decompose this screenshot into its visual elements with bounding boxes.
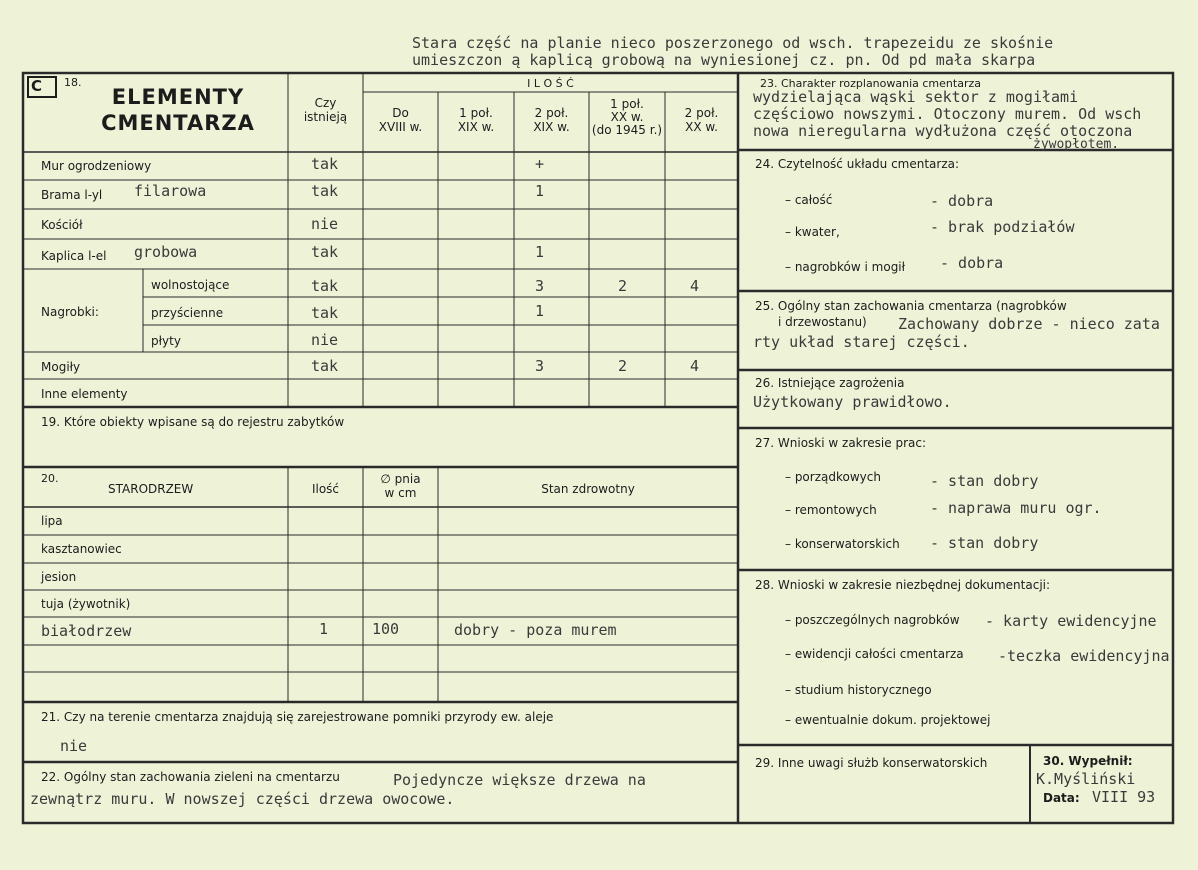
section23-line4: żywopłotem. <box>1033 137 1120 152</box>
tree-extra-name: białodrzew <box>41 622 132 640</box>
row-mur-exists: tak <box>311 155 339 173</box>
section18-title-line1: ELEMENTY <box>111 85 245 109</box>
tree-row: kasztanowiec <box>41 542 122 556</box>
section29-label: 29. Inne uwagi służb konserwatorskich <box>755 756 988 770</box>
section20-number: 20. <box>41 472 59 485</box>
section18-title <box>78 84 278 136</box>
col-health-header: Stan zdrowotny <box>541 482 635 496</box>
tree-row: tuja (żywotnik) <box>41 597 131 611</box>
row-wolno-xx2: 4 <box>690 277 700 295</box>
section28-label: 28. Wnioski w zakresie niezbędnej dokumentacji: <box>755 578 1051 592</box>
section27-item-label: – remontowych <box>785 503 877 517</box>
col-count-header: Ilość <box>311 482 340 496</box>
row-kosciol-label: Kościół <box>41 218 83 232</box>
section22-value-line2: zewnątrz muru. W nowszej części drzewa owocowe. <box>30 790 455 808</box>
row-mogily-xix2: 3 <box>535 357 545 375</box>
nagrobki-label: Nagrobki: <box>41 305 99 319</box>
section30-name: K.Myśliński <box>1036 770 1136 788</box>
col-ilosc-header: I L O Ś Ć <box>527 77 574 90</box>
row-mogily-xx2: 4 <box>690 357 700 375</box>
section28-item-label: – ewidencji całości cmentarza <box>785 647 964 661</box>
row-wolno-exists: tak <box>311 277 339 295</box>
row-plyty-exists: nie <box>311 331 339 349</box>
section24-item-value: - brak podziałów <box>930 218 1075 236</box>
section28-item-value: -teczka ewidencyjna <box>998 647 1170 665</box>
col-diam-header: ∅ pnia w cm <box>380 472 421 500</box>
row-mogily-xx1: 2 <box>618 357 628 375</box>
section28-item-label: – studium historycznego <box>785 683 932 697</box>
section24-label: 24. Czytelność układu cmentarza: <box>755 157 960 171</box>
row-wolno-xix2: 3 <box>535 277 545 295</box>
section25-value-line1: Zachowany dobrze - nieco zata <box>898 315 1160 333</box>
col-exists-header: Czy istnieją <box>303 96 348 124</box>
section24-item-value: - dobra <box>930 192 994 210</box>
section20-title: STARODRZEW <box>108 482 194 496</box>
section28-item-value: - karty ewidencyjne <box>985 612 1157 630</box>
row-mogily-exists: tak <box>311 357 339 375</box>
section21-label: 21. Czy na terenie cmentarza znajdują się zarejestrowane pomniki przyrody ew. aleje <box>41 710 554 724</box>
col-xix2-header: 2 poł. XIX w. <box>533 106 570 134</box>
section25-value-line2: rty układ starej części. <box>753 333 970 351</box>
section28-item-label: – poszczególnych nagrobków <box>785 613 960 627</box>
tree-extra-diam: 100 <box>372 620 400 638</box>
section18-title-line2: CMENTARZA <box>101 111 255 135</box>
row-kaplica-type: grobowa <box>134 243 198 261</box>
section22-label: 22. Ogólny stan zachowania zieleni na cmentarzu <box>41 770 340 784</box>
row-kosciol-exists: nie <box>311 215 339 233</box>
col-xviii-header: Do XVIII w. <box>378 106 423 134</box>
section27-item-label: – konserwatorskich <box>785 537 900 551</box>
section27-label: 27. Wnioski w zakresie prac: <box>755 436 927 450</box>
section21-value: nie <box>60 737 88 755</box>
row-przysc-exists: tak <box>311 304 339 322</box>
section26-label: 26. Istniejące zagrożenia <box>755 376 905 390</box>
row-kaplica-xix2: 1 <box>535 243 545 261</box>
section23-line1: wydzielająca wąski sektor z mogiłami <box>753 88 1079 106</box>
top-note-line2: umieszczon ą kaplicą grobową na wyniesionej cz. pn. Od pd mała skarpa <box>412 51 1036 69</box>
section28-item-label: – ewentualnie dokum. projektowej <box>785 713 991 727</box>
tree-extra-health: dobry - poza murem <box>454 621 617 639</box>
section26-value: Użytkowany prawidłowo. <box>753 393 952 411</box>
row-przysc-xix2: 1 <box>535 302 545 320</box>
row-brama-type: filarowa <box>134 182 207 200</box>
section19-label: 19. Które obiekty wpisane są do rejestru zabytków <box>41 415 345 429</box>
row-kaplica-label: Kaplica l-el <box>41 249 107 263</box>
section24-item-value: - dobra <box>940 254 1004 272</box>
row-plyty-label: płyty <box>151 334 181 348</box>
tree-row: lipa <box>41 514 63 528</box>
row-mur-label: Mur ogrodzeniowy <box>41 159 152 173</box>
section24-item-label: – nagrobków i mogił <box>785 260 906 274</box>
section27-item-label: – porządkowych <box>785 470 881 484</box>
row-brama-label: Brama l-yl <box>41 188 103 202</box>
row-wolno-xx1: 2 <box>618 277 628 295</box>
section27-item-value: - stan dobry <box>930 534 1039 552</box>
row-brama-exists: tak <box>311 182 339 200</box>
row-brama-xix2: 1 <box>535 182 545 200</box>
section25-label-line2: i drzewostanu) <box>778 315 867 329</box>
tree-row: jesion <box>41 570 77 584</box>
section23-line3: nowa nieregularna wydłużona część otoczona <box>753 122 1133 140</box>
tree-extra-count: 1 <box>319 620 329 638</box>
row-wolno-label: wolnostojące <box>151 278 230 292</box>
section24-item-label: – całość <box>785 193 833 207</box>
row-inne-label: Inne elementy <box>41 387 128 401</box>
section24-item-label: – kwater, <box>785 225 840 239</box>
section27-item-value: - naprawa muru ogr. <box>930 499 1102 517</box>
col-xx2-header: 2 poł. XX w. <box>684 106 719 134</box>
section23-label: 23. Charakter rozplanowania cmentarza <box>760 77 981 90</box>
top-note-line1: Stara część na planie nieco poszerzonego od wsch. trapezeidu ze skośnie <box>412 34 1054 52</box>
section30-date-value: VIII 93 <box>1092 788 1156 806</box>
col-xx1-header: 1 poł. XX w. (do 1945 r.) <box>591 97 663 137</box>
row-przysc-label: przyścienne <box>151 306 224 320</box>
row-mur-xix2: + <box>535 155 545 173</box>
row-mogily-label: Mogiły <box>41 360 81 374</box>
section23-line2: częściowo nowszymi. Otoczony murem. Od wsch <box>753 105 1142 123</box>
section22-value-line1: Pojedyncze większe drzewa na <box>393 771 646 789</box>
row-kaplica-exists: tak <box>311 243 339 261</box>
section25-label-line1: 25. Ogólny stan zachowania cmentarza (nagrobków <box>755 299 1067 313</box>
section18-number: 18. <box>64 76 82 89</box>
section30-label: 30. Wypełnił: <box>1043 754 1133 768</box>
col-xix1-header: 1 poł. XIX w. <box>457 106 495 134</box>
section-badge: C <box>31 77 43 95</box>
section30-date-label: Data: <box>1043 791 1080 805</box>
section27-item-value: - stan dobry <box>930 472 1039 490</box>
